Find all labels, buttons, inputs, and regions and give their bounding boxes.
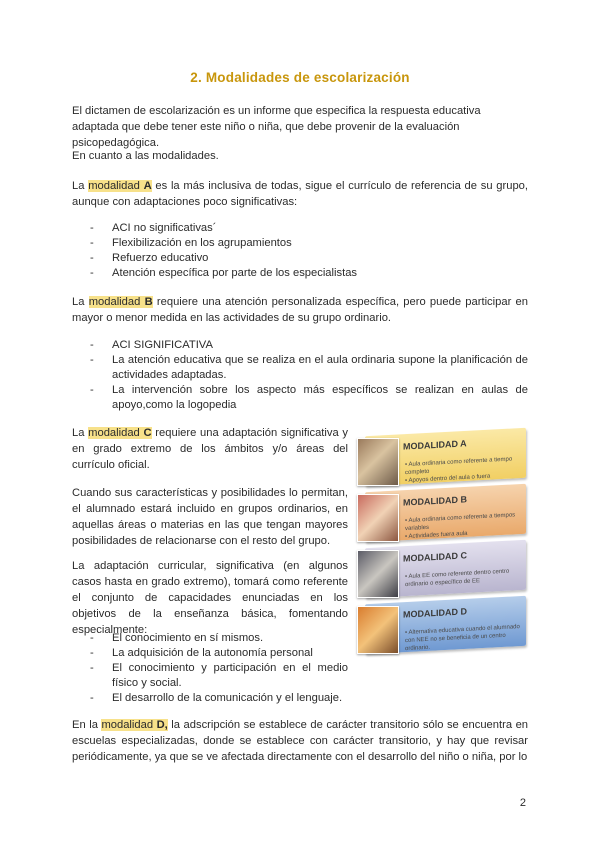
modality-c-highlight: modalidad C [88,427,152,439]
list-item: - La adquisición de la autonomía personal [90,646,348,661]
modality-c-inclusion-paragraph: Cuando sus características y posibilidades lo permitan, el alumnado estará incluido en grupos ordinarios, en aquellas áreas o materias en las que tengan mayores posibilidades de relacionarse con el resto del grupo. [72,487,348,547]
list-item: - El conocimiento en sí mismos. [90,631,348,646]
infographic-items-d [405,623,523,653]
section-title: 2. Modalidades de escolarización [190,70,410,85]
infographic-title-b: MODALIDAD B [403,494,467,508]
modality-d-highlight: modalidad D, [101,719,168,731]
list-item: - ACI SIGNIFICATIVA [90,338,528,353]
list-item: • Apoyos dentro del aula o fuera [405,471,523,485]
infographic-items-a [405,455,523,485]
modality-a-paragraph: La modalidad A es la más inclusiva de todas, sigue el currículo de referencia de su grupo, aunque con adaptaciones poco significativas: [72,180,528,208]
list-item: - La atención educativa que se realiza en el aula ordinaria supone la planificación de actividades adaptadas. [90,353,528,383]
modality-b-list [90,338,528,413]
modality-d-paragraph: En la modalidad D, la adscripción se establece de carácter transitorio sólo se encuentra en escuelas especializadas, donde se establece con carácter transitorio, y hay que revisar periódicamente, ya que se ve afectada directamente con el desarrollo del niño o niña, por lo [72,719,529,763]
infographic-title-c: MODALIDAD C [403,550,467,564]
modality-a-list [90,221,528,281]
list-item: - Atención específica por parte de los especialistas [90,266,528,281]
infographic-title-a: MODALIDAD A [403,438,467,452]
classroom-photo-b [357,494,399,542]
classroom-photo-a [357,438,399,486]
modality-b-paragraph: La modalidad B requiere una atención personalizada específica, pero puede participar en mayor o menor medida en las actividades de su grupo ordinario. [72,296,528,324]
list-item: - ACI no significativas´ [90,221,528,236]
classroom-photo-d [357,606,399,654]
list-item: - La intervención sobre los aspecto más específicos se realizan en aulas de apoyo,como la logopedia [90,383,528,413]
list-item: - Refuerzo educativo [90,251,528,266]
modalities-infographic [357,428,529,670]
list-item: • Alternativa educativa cuando el alumnado con NEE no se beneficia de un centro ordinario. [405,623,523,653]
modality-c-capacities-list [90,631,348,706]
modality-b-highlight: modalidad B [88,296,153,308]
infographic-items-b [405,511,523,541]
list-item: - El conocimiento y participación en el medio físico y social. [90,661,348,691]
list-item: • Aula ordinaria como referente a tiempos variables [405,511,523,533]
intro-modalities: En cuanto a las modalidades. [72,150,219,162]
modality-a-highlight: modalidad A [88,180,152,192]
list-item: • Aula ordinaria como referente a tiempo completo [405,455,523,477]
list-item: • Aula EE como referente dentro centro ordinario o específico de EE [405,567,523,589]
list-item: - Flexibilización en los agrupamientos [90,236,528,251]
list-item: - El desarrollo de la comunicación y el lenguaje. [90,691,348,706]
intro-paragraph: El dictamen de escolarización es un informe que especifica la respuesta educativa adaptada que debe tener este niño o niña, que debe provenir de la evaluación psicopedagógica. [72,105,481,149]
classroom-photo-c [357,550,399,598]
modality-c-curriculum-paragraph: La adaptación curricular, significativa (en algunos casos hasta en grado extremo), tomará como referente el conjunto de capacidades enunciadas en los objetivos de la enseñanza básica, fomentando especialmente: [72,560,348,636]
list-item: • Actividades fuera aula [405,527,523,541]
infographic-title-d: MODALIDAD D [403,606,467,620]
page-number: 2 [519,797,526,809]
modality-c-paragraph: La modalidad C requiere una adaptación significativa y en grado extremo de los ámbitos y/o áreas del currículo oficial. [72,427,349,471]
